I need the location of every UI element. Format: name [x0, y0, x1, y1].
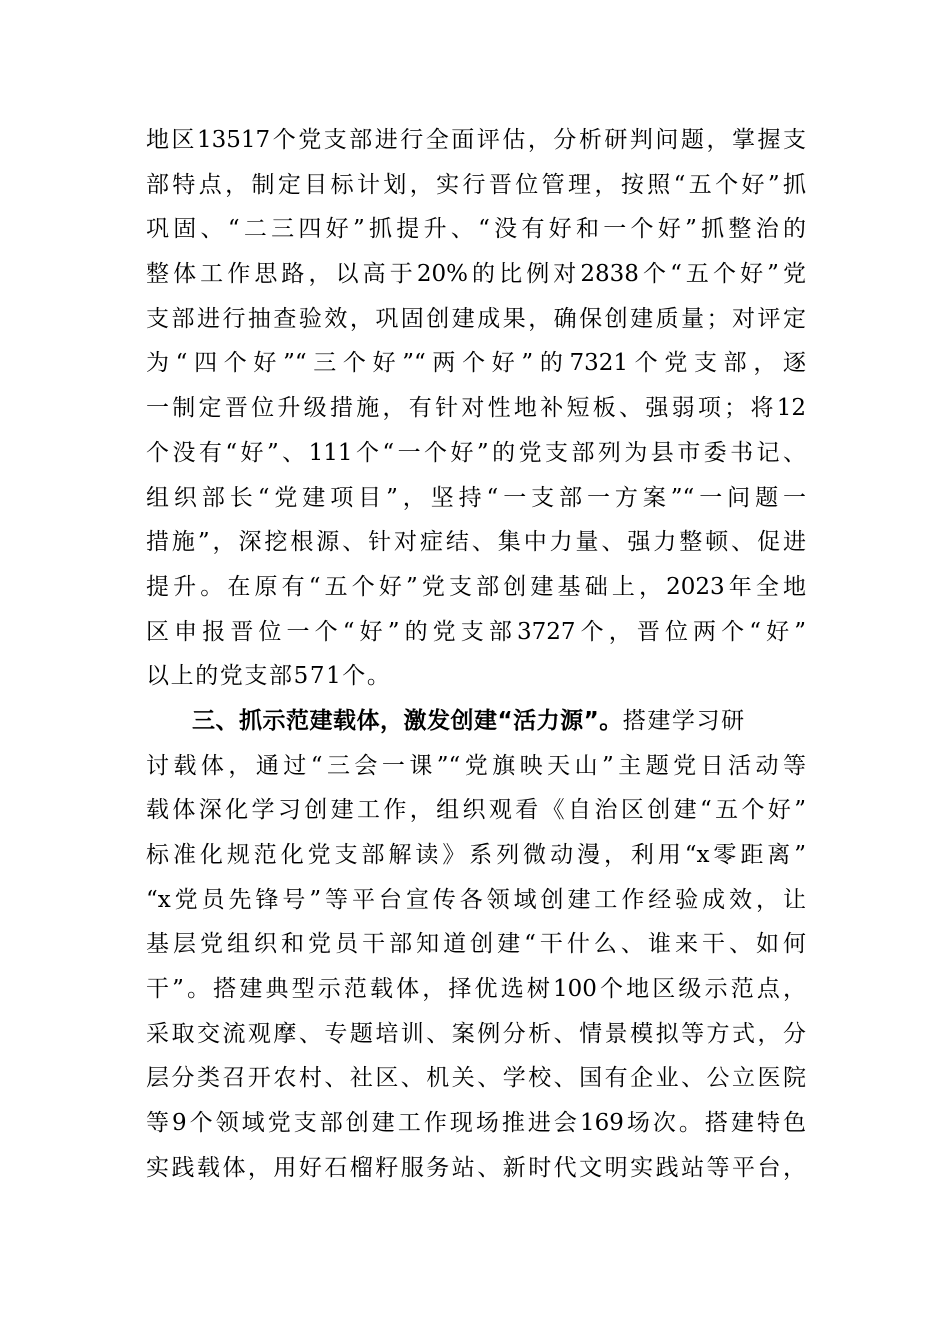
text-line: 地区13517个党支部进行全面评估，分析研判问题，掌握支 — [146, 127, 806, 153]
text-line: 标准化规范化党支部解读》系列微动漫，利用“x零距离” — [146, 842, 806, 868]
document-body — [146, 118, 806, 1191]
text-line: 整体工作思路，以高于20%的比例对2838个“五个好”党 — [146, 261, 806, 288]
text-line: 层分类召开农村、社区、机关、学校、国有企业、公立医院 — [146, 1065, 806, 1092]
text-line: 以上的党支部571个。 — [146, 663, 392, 690]
text-line: 一制定晋位升级措施，有针对性地补短板、强弱项；将12 — [146, 395, 806, 422]
text-line: 载体深化学习创建工作，组织观看《自治区创建“五个好” — [146, 797, 806, 824]
text-line: 采取交流观摩、专题培训、案例分析、情景模拟等方式，分 — [146, 1020, 806, 1047]
text-line: 区申报晋位一个“好”的党支部3727个，晋位两个“好” — [146, 618, 806, 645]
section-heading: 三、抓示范建载体，激发创建“活力源”。 — [192, 707, 623, 734]
text-line: 支部进行抽查验效，巩固创建成果，确保创建质量；对评定 — [146, 305, 806, 332]
paragraph-2 — [146, 699, 806, 1191]
text-line: 干”。搭建典型示范载体，择优选树100个地区级示范点， — [146, 976, 806, 1003]
text-line: 为“四个好”“三个好”“两个好”的7321个党支部，逐 — [146, 350, 806, 377]
text-line: 巩固、“二三四好”抓提升、“没有好和一个好”抓整治的 — [146, 216, 806, 243]
text-line: 基层党组织和党员干部知道创建“干什么、谁来干、如何 — [146, 931, 806, 958]
text-line: “x党员先锋号”等平台宣传各领域创建工作经验成效，让 — [146, 886, 806, 913]
text-line: 讨载体，通过“三会一课”“党旗映天山”主题党日活动等 — [146, 752, 806, 779]
paragraph-1 — [146, 118, 806, 699]
text-line: 组织部长“党建项目”，坚持“一支部一方案”“一问题一 — [146, 484, 806, 511]
text-line: 个没有“好”、111个“一个好”的党支部列为县市委书记、 — [146, 439, 806, 466]
text-line: 等9个领域党支部创建工作现场推进会169场次。搭建特色 — [146, 1110, 806, 1137]
text-line: 部特点，制定目标计划，实行晋位管理，按照“五个好”抓 — [146, 171, 806, 198]
text-line: 提升。在原有“五个好”党支部创建基础上，2023年全地 — [146, 573, 806, 600]
text-line — [146, 699, 806, 744]
text-line: 措施”，深挖根源、针对症结、集中力量、强力整顿、促进 — [146, 529, 806, 556]
text-line: 实践载体，用好石榴籽服务站、新时代文明实践站等平台， — [146, 1154, 806, 1181]
heading-line-rest: 搭建学习研 — [622, 707, 746, 734]
